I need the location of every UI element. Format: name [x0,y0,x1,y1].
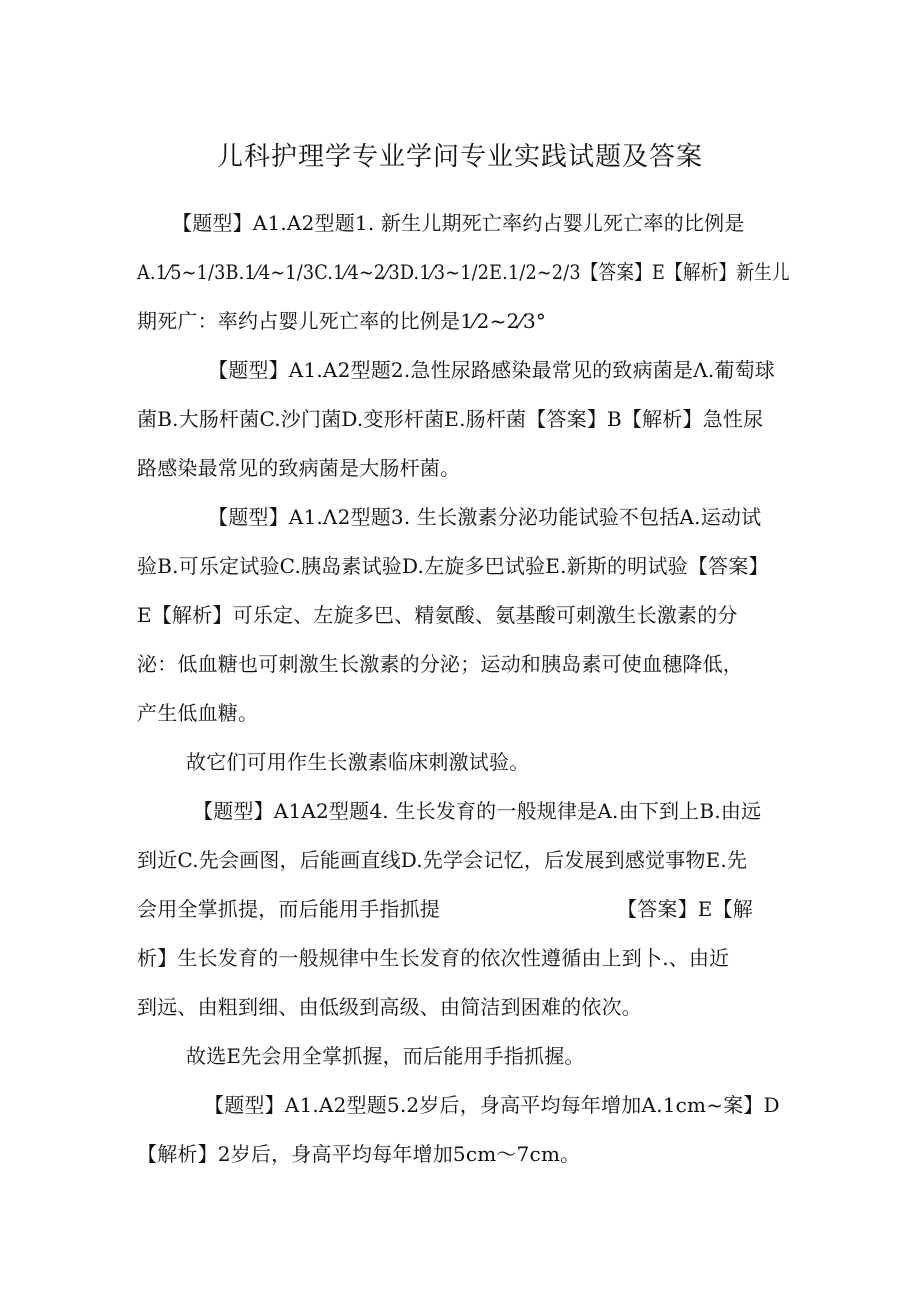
text-line: 【解析】2岁后，身高平均每年增加5cm～7cm。 [137,1142,581,1166]
text-line: 【题型】A1A2型题4. 生长发育的一般规律是A.由下到上B.由远 [193,799,762,823]
text-line: 【题型】A1.Λ2型题3. 生长激素分泌功能试验不包括A.运动试 [208,505,762,529]
text-line: 故选E先会用全掌抓握，而后能用手指抓握。 [186,1044,585,1068]
text-line: 验B.可乐定试验C.胰岛素试验D.左旋多巴试验E.新斯的明试验【答案】 [137,554,769,578]
text-line: 析】生长发育的一般规律中生长发育的依次性遵循由上到卜.、由近 [137,946,730,970]
text-line: 会用全掌抓提，而后能用手指抓提 [137,897,440,921]
text-line: 期死广：率约占婴儿死亡率的比例是1⁄2~2⁄3° [137,309,547,333]
text-line: 菌B.大肠杆菌C.沙门菌D.变形杆菌E.肠杆菌【答案】B【解析】急性尿 [137,407,764,431]
document-title: 儿科护理学专业学问专业实践试题及答案 [216,142,703,172]
text-line: A.1⁄5~1/3B.1⁄4~1/3C.1⁄4~2⁄3D.1⁄3~1/2E.1/2~2/3【答案】E【解析】新生儿 [137,260,790,284]
text-line: 到远、由粗到细、由低级到高级、由简洁到困难的依次。 [137,995,642,1019]
text-line: 到近C.先会画图，后能画直线D.先学会记忆，后发展到感觉事物E.先 [137,848,748,872]
text-line: 路感染最常见的致病菌是大肠杆菌。 [137,456,461,480]
text-line: 【答案】E【解 [617,897,753,921]
text-line: 【题型】A1.A2型题5.2岁后，身高平均每年增加A.1cm~案】D [204,1093,780,1117]
text-line: 泌：低血糖也可刺激生长激素的分泌；运动和胰岛素可使血穗降低， [137,652,743,676]
text-line: 【题型】A1.A2型题1. 新生儿期死亡率约占婴儿死亡率的比例是 [172,211,745,235]
text-line: 【题型】A1.A2型题2.急性尿路感染最常见的致病菌是Λ.葡萄球 [208,358,775,382]
text-line: 故它们可用作生长激素临床刺激试验。 [186,750,530,774]
text-line: E【解析】可乐定、左旋多巴、精氨酸、氨基酸可刺激生长激素的分 [137,603,738,627]
text-line: 产生低血糖。 [137,701,259,725]
